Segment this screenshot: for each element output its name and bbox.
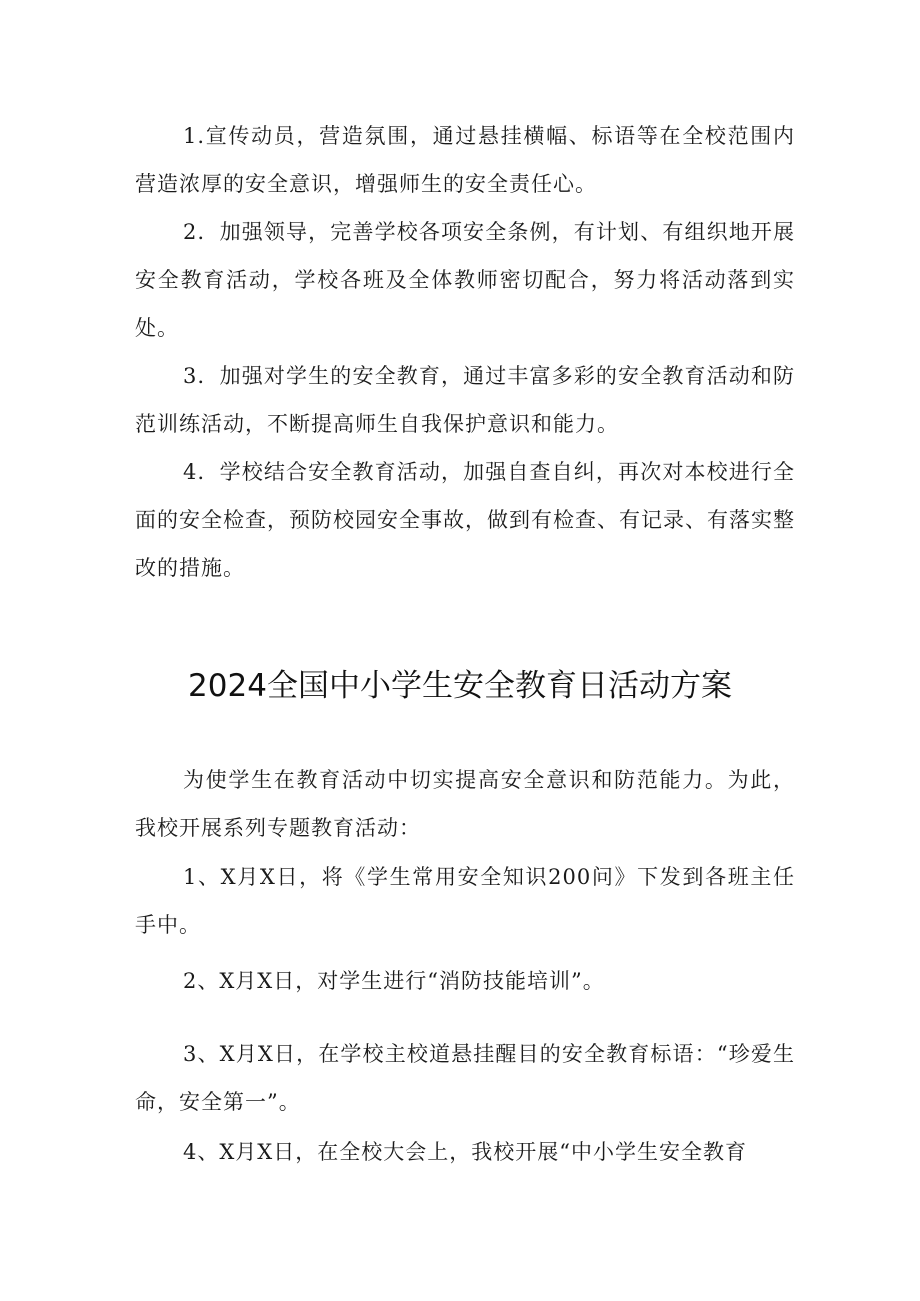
section1-item-3 [135, 352, 795, 448]
paragraph: 1、X月X日，将《学生常用安全知识200问》下发到各班主任手中。 [135, 865, 795, 937]
section2-item-1 [135, 853, 795, 949]
paragraph: 2．加强领导，完善学校各项安全条例，有计划、有组织地开展安全教育活动，学校各班及全体教师密切配合，努力将活动落到实处。 [135, 220, 795, 340]
section1-item-2 [135, 208, 795, 352]
paragraph: 4．学校结合安全教育活动，加强自查自纠，再次对本校进行全面的安全检查，预防校园安全事故，做到有检查、有记录、有落实整改的措施。 [135, 460, 795, 580]
paragraph: 3、X月X日，在学校主校道悬挂醒目的安全教育标语：“珍爱生命，安全第一”。 [135, 1042, 795, 1114]
section2-item-4 [135, 1128, 795, 1176]
paragraph: 为使学生在教育活动中切实提高安全意识和防范能力。为此，我校开展系列专题教育活动： [135, 768, 795, 840]
paragraph: 4、X月X日，在全校大会上，我校开展“中小学生安全教育 [183, 1140, 747, 1164]
section2-intro [135, 756, 795, 852]
section2-item-2 [135, 957, 795, 1005]
paragraph: 1.宣传动员，营造氛围，通过悬挂横幅、标语等在全校范围内营造浓厚的安全意识，增强师生的安全责任心。 [135, 124, 795, 196]
section1-item-4 [135, 448, 795, 592]
section1-item-1 [135, 112, 795, 208]
document-title: 2024全国中小学生安全教育日活动方案 [188, 668, 732, 704]
paragraph: 3．加强对学生的安全教育，通过丰富多彩的安全教育活动和防范训练活动，不断提高师生自我保护意识和能力。 [135, 364, 795, 436]
paragraph: 2、X月X日，对学生进行“消防技能培训”。 [183, 969, 605, 993]
section2-item-3 [135, 1030, 795, 1126]
